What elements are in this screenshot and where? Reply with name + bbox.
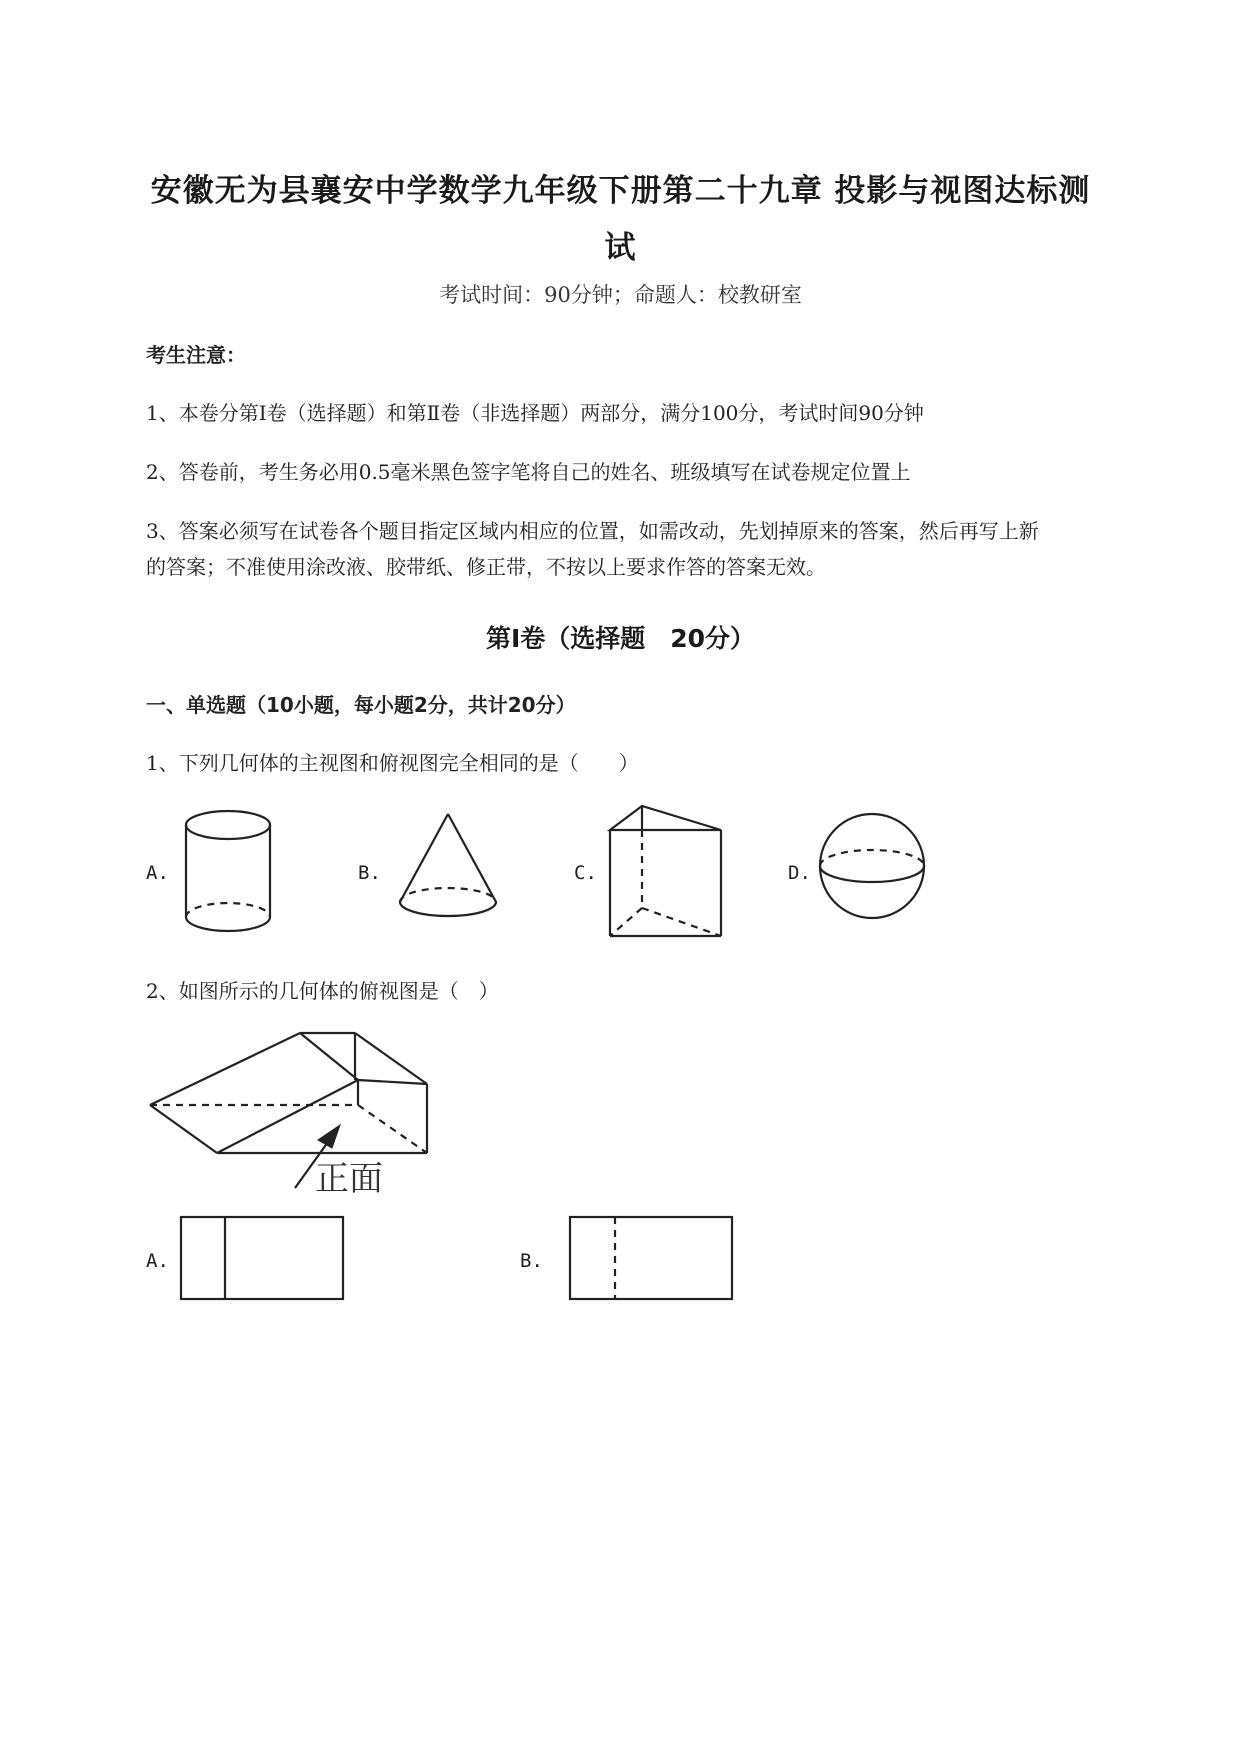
rectangle-solid-divider-figure [180,1216,346,1302]
question-2-text: 2、如图所示的几何体的俯视图是（ ） [146,979,499,1003]
exam-info: 考试时间：90分钟；命题人：校教研室 [439,283,802,307]
question-1-option-a-label[interactable]: A. [146,862,169,884]
question-1-option-c-label[interactable]: C. [574,862,597,884]
question-1-text: 1、下列几何体的主视图和俯视图完全相同的是（ ） [146,751,639,775]
sphere-figure [820,810,930,930]
notice-item: 的答案；不准使用涂改液、胶带纸、修正带，不按以上要求作答的答案无效。 [146,555,826,579]
question-1-option-d-label[interactable]: D. [788,862,811,884]
question-1-option-b-label[interactable]: B. [358,862,381,884]
notice-item: 2、答卷前，考生务必用0.5毫米黑色签字笔将自己的姓名、班级填写在试卷规定位置上 [146,460,911,484]
section-title: 第Ⅰ卷（选择题 20分） [485,624,756,653]
page-title: 安徽无为县襄安中学数学九年级下册第二十九章 投影与视图达标测 [150,173,1091,209]
question-2-option-a-label[interactable]: A. [146,1250,169,1272]
part-heading: 一、单选题（10小题，每小题2分，共计20分） [146,693,576,717]
front-label: 正面 [315,1159,383,1199]
rectangle-dashed-divider-figure [569,1216,735,1302]
page-title-continued: 试 [604,230,637,266]
notice-heading: 考生注意： [146,343,246,367]
triangular-prism-figure-drawing [608,804,728,944]
cone-figure [396,806,506,936]
notice-item: 3、答案必须写在试卷各个题目指定区域内相应的位置，如需改动，先划掉原来的答案，然后再写上新 [146,519,1039,543]
question-2-option-b-label[interactable]: B. [520,1250,543,1272]
cylinder-figure [180,806,280,936]
notice-item: 1、本卷分第Ⅰ卷（选择题）和第Ⅱ卷（非选择题）两部分，满分100分，考试时间90分钟 [146,401,924,425]
